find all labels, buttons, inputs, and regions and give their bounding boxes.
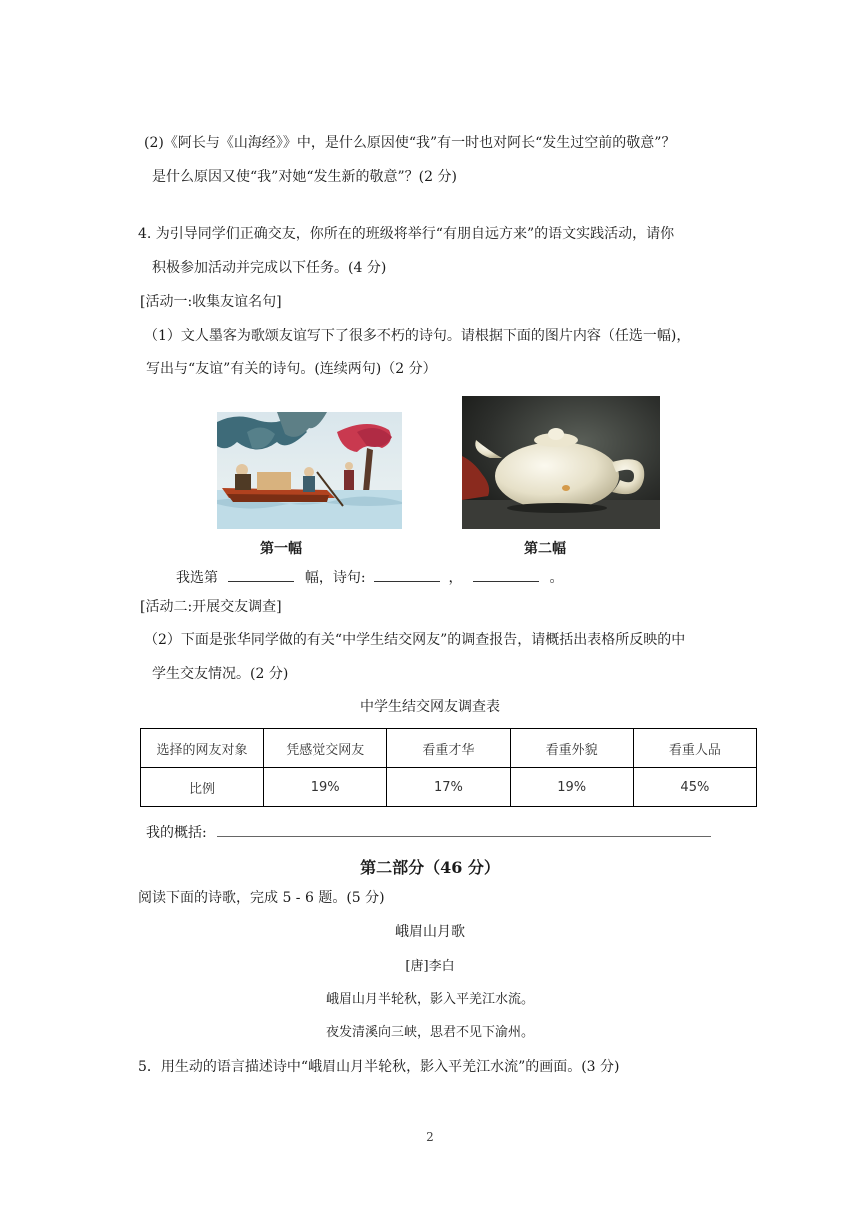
q4-line2: 积极参加活动并完成以下任务。(4 分): [152, 260, 387, 276]
verse-line1-blank[interactable]: [374, 567, 440, 582]
table-cell: 看重外貌: [510, 729, 633, 768]
table-cell: 看重才华: [387, 729, 510, 768]
answer-mid: 幅，诗句:: [304, 570, 366, 586]
survey-table: [140, 728, 757, 807]
table-cell: 凭感觉交网友: [264, 729, 387, 768]
part2-title: 第二部分（46 分）: [360, 858, 500, 877]
survey-table-title: 中学生结交网友调查表: [360, 699, 500, 715]
jade-teapot-photo: [462, 396, 660, 529]
activity2-heading: [活动二:开展交友调查]: [140, 599, 282, 615]
answer-prefix: 我选第: [176, 570, 218, 586]
answer-comma: ，: [448, 570, 463, 586]
summary-blank[interactable]: [217, 822, 711, 837]
table-cell: 选择的网友对象: [141, 729, 264, 768]
table-cell: 比例: [141, 768, 264, 807]
poem-line2: 夜发清溪向三峡，思君不见下渝州。: [325, 1025, 534, 1040]
q4-sub2-line2: 学生交友情况。(2 分): [152, 666, 289, 682]
q3-2-line1: (2)《阿长与《山海经》》中，是什么原因使“我”有一时也对阿长“发生过空前的敬意”？: [144, 135, 676, 151]
picture1-caption: 第一幅: [260, 541, 302, 557]
boat-farewell-illustration: [217, 412, 402, 529]
verse-line2-blank[interactable]: [473, 567, 539, 582]
table-cell: 17%: [387, 768, 510, 807]
table-cell: 19%: [510, 768, 633, 807]
table-cell: 看重人品: [633, 729, 756, 768]
q4-sub1-line2: 写出与“友谊”有关的诗句。(连续两句)（2 分）: [146, 361, 437, 377]
page-number: 2: [426, 1130, 434, 1144]
poem-title: 峨眉山月歌: [395, 924, 465, 940]
picture2-caption: 第二幅: [524, 541, 566, 557]
table-row: [141, 768, 757, 807]
activity1-heading: [活动一:收集友谊名句]: [140, 294, 282, 310]
picture-number-blank[interactable]: [228, 567, 294, 582]
part2-intro: 阅读下面的诗歌，完成 5 - 6 题。(5 分): [138, 890, 385, 906]
table-cell: 45%: [633, 768, 756, 807]
q3-2-line2: 是什么原因又使“我”对她“发生新的敬意”？(2 分): [152, 169, 457, 185]
table-cell: 19%: [264, 768, 387, 807]
poem-line1: 峨眉山月半轮秋，影入平羌江水流。: [325, 992, 534, 1007]
q4-sub2-line1: （2）下面是张华同学做的有关“中学生结交网友”的调查报告，请概括出表格所反映的中: [144, 632, 686, 648]
table-header-row: [141, 729, 757, 768]
q4-line1: 4. 为引导同学们正确交友，你所在的班级将举行“有朋自远方来”的语文实践活动，请你: [138, 226, 675, 242]
picture-answer-line: [176, 567, 563, 588]
q5-text: 5．用生动的语言描述诗中“峨眉山月半轮秋，影入平羌江水流”的画面。(3 分): [138, 1059, 620, 1075]
answer-end: 。: [549, 570, 564, 586]
summary-label: 我的概括:: [146, 825, 207, 841]
q4-sub1-line1: （1）文人墨客为歌颂友谊写下了很多不朽的诗句。请根据下面的图片内容（任选一幅)，: [144, 328, 691, 344]
summary-line: [146, 822, 711, 843]
poem-author: [唐]李白: [405, 959, 455, 974]
